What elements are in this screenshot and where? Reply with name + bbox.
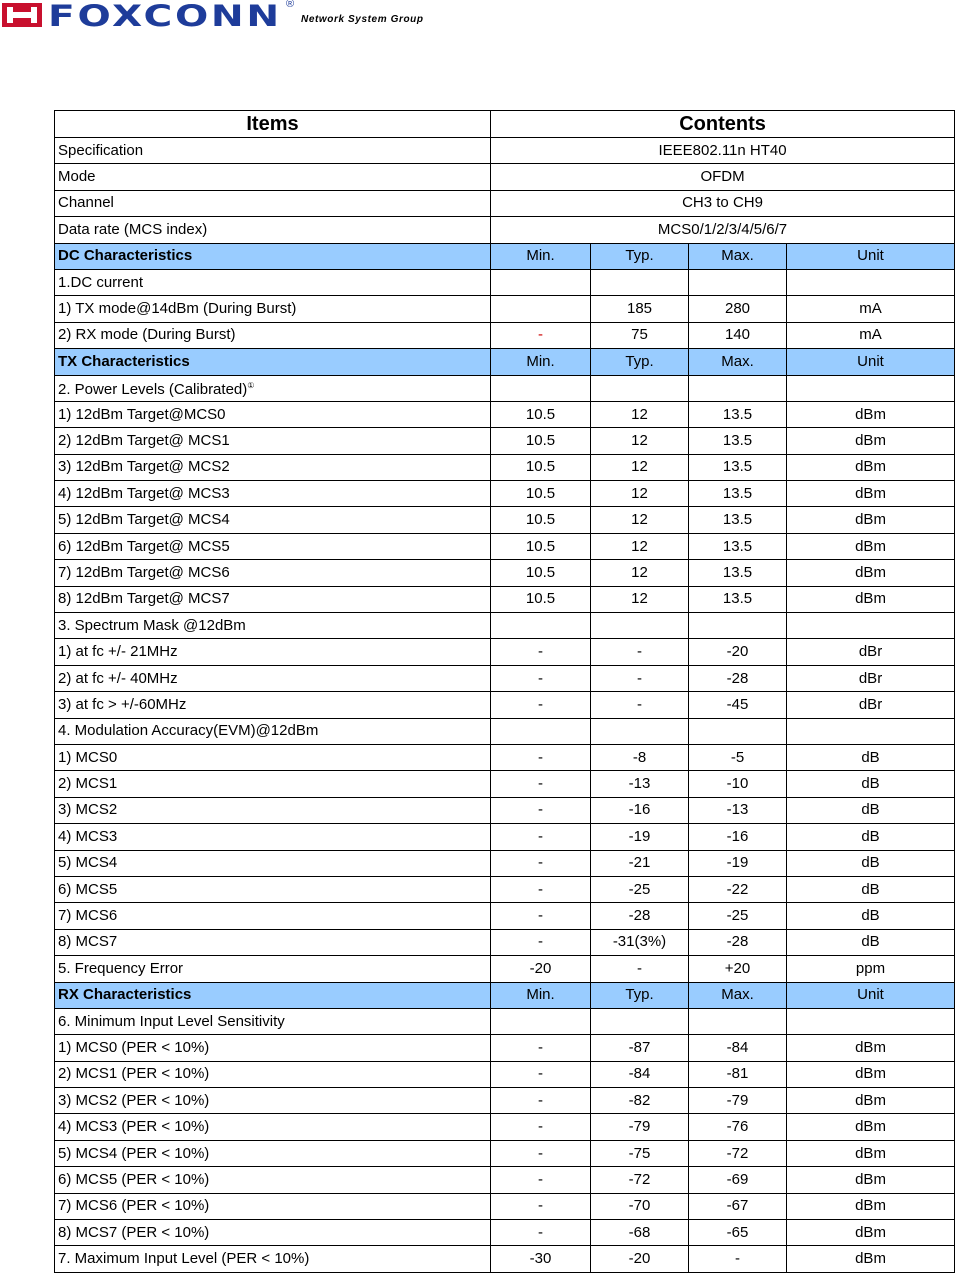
table-row (55, 850, 955, 876)
typ-value: - (591, 665, 689, 691)
table-header-row (55, 111, 955, 138)
row-label: 8) MCS7 (PER < 10%) (55, 1220, 491, 1246)
table-row (55, 1246, 955, 1272)
typ-value: -16 (591, 797, 689, 823)
row-label: 3) 12dBm Target@ MCS2 (55, 454, 491, 480)
footnote-mark: ① (247, 381, 255, 391)
unit-value: dB (787, 824, 955, 850)
param-label: Data rate (MCS index) (55, 217, 491, 243)
row-label: 8) 12dBm Target@ MCS7 (55, 586, 491, 612)
col-max-header: Max. (689, 982, 787, 1008)
row-label: 1) MCS0 (PER < 10%) (55, 1035, 491, 1061)
max-value: -28 (689, 929, 787, 955)
unit-value: dBm (787, 1088, 955, 1114)
min-value: -20 (491, 956, 591, 982)
unit-value: dBm (787, 560, 955, 586)
min-value: - (491, 771, 591, 797)
min-value: - (491, 1061, 591, 1087)
row-label: 4) 12dBm Target@ MCS3 (55, 481, 491, 507)
col-unit-header: Unit (787, 243, 955, 269)
unit-value: dBr (787, 639, 955, 665)
table-row (55, 929, 955, 955)
row-label: 4) MCS3 (PER < 10%) (55, 1114, 491, 1140)
table-row (55, 1140, 955, 1166)
empty-cell (591, 718, 689, 744)
table-row (55, 876, 955, 902)
min-value: - (491, 1140, 591, 1166)
group-label: 2. Power Levels (Calibrated)① (55, 375, 491, 401)
max-value: -25 (689, 903, 787, 929)
table-row (55, 507, 955, 533)
typ-value: -68 (591, 1220, 689, 1246)
typ-value: 12 (591, 454, 689, 480)
typ-value: 12 (591, 507, 689, 533)
table-row (55, 428, 955, 454)
min-value: - (491, 797, 591, 823)
table-row (55, 454, 955, 480)
row-label: 2) MCS1 (55, 771, 491, 797)
table-row (55, 296, 955, 322)
min-value: 10.5 (491, 560, 591, 586)
typ-value: -25 (591, 876, 689, 902)
unit-value: dBm (787, 533, 955, 559)
unit-value: dB (787, 744, 955, 770)
header-contents: Contents (491, 111, 955, 138)
typ-value: -84 (591, 1061, 689, 1087)
tx-section-header (55, 349, 955, 375)
row-label: 5. Frequency Error (55, 956, 491, 982)
row-label: 7) 12dBm Target@ MCS6 (55, 560, 491, 586)
col-typ-header: Typ. (591, 349, 689, 375)
min-value: 10.5 (491, 533, 591, 559)
table-row (55, 560, 955, 586)
table-row (55, 401, 955, 427)
unit-value: dBm (787, 1035, 955, 1061)
max-value: -65 (689, 1220, 787, 1246)
row-label: 2) at fc +/- 40MHz (55, 665, 491, 691)
max-value: 13.5 (689, 481, 787, 507)
col-unit-header: Unit (787, 982, 955, 1008)
typ-value: 12 (591, 586, 689, 612)
empty-cell (491, 718, 591, 744)
empty-cell (787, 1008, 955, 1034)
param-label: Channel (55, 190, 491, 216)
table-row (55, 533, 955, 559)
brand-name: FOXCONN (48, 0, 282, 33)
empty-cell (787, 269, 955, 295)
max-value: -76 (689, 1114, 787, 1140)
unit-value: dBm (787, 1220, 955, 1246)
row-label: 5) 12dBm Target@ MCS4 (55, 507, 491, 533)
unit-value: dBm (787, 428, 955, 454)
general-row (55, 190, 955, 216)
unit-value: dBm (787, 1167, 955, 1193)
max-value: +20 (689, 956, 787, 982)
typ-value: 12 (591, 401, 689, 427)
row-label: 2) RX mode (During Burst) (55, 322, 491, 348)
min-value (491, 296, 591, 322)
empty-cell (591, 375, 689, 401)
max-value: -45 (689, 692, 787, 718)
min-value: 10.5 (491, 586, 591, 612)
general-row (55, 138, 955, 164)
empty-cell (787, 375, 955, 401)
empty-cell (689, 269, 787, 295)
row-label: 5) MCS4 (55, 850, 491, 876)
empty-cell (689, 375, 787, 401)
typ-value: 12 (591, 428, 689, 454)
group-row (55, 269, 955, 295)
max-value: -5 (689, 744, 787, 770)
max-value: -72 (689, 1140, 787, 1166)
typ-value: -75 (591, 1140, 689, 1166)
table-row (55, 903, 955, 929)
param-value: IEEE802.11n HT40 (491, 138, 955, 164)
group-row (55, 1008, 955, 1034)
unit-value: dBr (787, 692, 955, 718)
unit-value: mA (787, 322, 955, 348)
max-value: -20 (689, 639, 787, 665)
max-value: 13.5 (689, 507, 787, 533)
typ-value: -19 (591, 824, 689, 850)
typ-value: -70 (591, 1193, 689, 1219)
row-label: 1) TX mode@14dBm (During Burst) (55, 296, 491, 322)
row-label: 1) at fc +/- 21MHz (55, 639, 491, 665)
table-row (55, 481, 955, 507)
section-title: DC Characteristics (55, 243, 491, 269)
unit-value: dB (787, 903, 955, 929)
min-value: - (491, 929, 591, 955)
param-label: Specification (55, 138, 491, 164)
max-value: 13.5 (689, 428, 787, 454)
typ-value: -20 (591, 1246, 689, 1272)
empty-cell (591, 613, 689, 639)
unit-value: dBm (787, 1114, 955, 1140)
typ-value: 12 (591, 560, 689, 586)
table-row (55, 1088, 955, 1114)
param-label: Mode (55, 164, 491, 190)
max-value: 140 (689, 322, 787, 348)
unit-value: dBm (787, 1246, 955, 1272)
typ-value: 185 (591, 296, 689, 322)
min-value: - (491, 1167, 591, 1193)
table-row (55, 1220, 955, 1246)
typ-value: -8 (591, 744, 689, 770)
unit-value: dBm (787, 1193, 955, 1219)
min-value: 10.5 (491, 507, 591, 533)
param-value: OFDM (491, 164, 955, 190)
group-label: 6. Minimum Input Level Sensitivity (55, 1008, 491, 1034)
general-row (55, 164, 955, 190)
param-value: CH3 to CH9 (491, 190, 955, 216)
typ-value: -13 (591, 771, 689, 797)
group-row (55, 613, 955, 639)
typ-value: 12 (591, 481, 689, 507)
typ-value: - (591, 692, 689, 718)
table-row (55, 771, 955, 797)
max-value: -16 (689, 824, 787, 850)
empty-cell (787, 718, 955, 744)
header-items: Items (55, 111, 491, 138)
max-value: -84 (689, 1035, 787, 1061)
group-label: 4. Modulation Accuracy(EVM)@12dBm (55, 718, 491, 744)
group-row (55, 375, 955, 401)
empty-cell (689, 613, 787, 639)
table-row (55, 692, 955, 718)
table-row (55, 797, 955, 823)
min-value: - (491, 744, 591, 770)
row-label: 6) MCS5 (PER < 10%) (55, 1167, 491, 1193)
col-min-header: Min. (491, 243, 591, 269)
min-value: - (491, 639, 591, 665)
section-title: RX Characteristics (55, 982, 491, 1008)
max-value: 280 (689, 296, 787, 322)
typ-value: -31(3%) (591, 929, 689, 955)
row-label: 1) 12dBm Target@MCS0 (55, 401, 491, 427)
max-value: 13.5 (689, 560, 787, 586)
col-typ-header: Typ. (591, 243, 689, 269)
unit-value: dBm (787, 481, 955, 507)
foxconn-mark-icon (2, 3, 42, 27)
max-value: 13.5 (689, 454, 787, 480)
typ-value: -28 (591, 903, 689, 929)
table-row (55, 1193, 955, 1219)
max-value: 13.5 (689, 533, 787, 559)
min-value: - (491, 1114, 591, 1140)
typ-value: -21 (591, 850, 689, 876)
max-value: -22 (689, 876, 787, 902)
row-label: 7) MCS6 (PER < 10%) (55, 1193, 491, 1219)
group-label: 3. Spectrum Mask @12dBm (55, 613, 491, 639)
max-value: -67 (689, 1193, 787, 1219)
param-value: MCS0/1/2/3/4/5/6/7 (491, 217, 955, 243)
row-label: 7) MCS6 (55, 903, 491, 929)
typ-value: 12 (591, 533, 689, 559)
unit-value: dB (787, 876, 955, 902)
general-row (55, 217, 955, 243)
unit-value: dB (787, 850, 955, 876)
row-label: 4) MCS3 (55, 824, 491, 850)
table-row (55, 586, 955, 612)
row-label: 2) 12dBm Target@ MCS1 (55, 428, 491, 454)
row-label: 5) MCS4 (PER < 10%) (55, 1140, 491, 1166)
row-label: 7. Maximum Input Level (PER < 10%) (55, 1246, 491, 1272)
unit-value: dBm (787, 454, 955, 480)
min-value: 10.5 (491, 454, 591, 480)
max-value: -69 (689, 1167, 787, 1193)
unit-value: dB (787, 771, 955, 797)
typ-value: -82 (591, 1088, 689, 1114)
row-label: 1) MCS0 (55, 744, 491, 770)
empty-cell (689, 718, 787, 744)
typ-value: - (591, 956, 689, 982)
max-value: -28 (689, 665, 787, 691)
unit-value: mA (787, 296, 955, 322)
spec-table (54, 110, 955, 1273)
min-value: - (491, 903, 591, 929)
table-row (55, 824, 955, 850)
max-value: -79 (689, 1088, 787, 1114)
rx-section-header (55, 982, 955, 1008)
typ-value: -79 (591, 1114, 689, 1140)
col-min-header: Min. (491, 982, 591, 1008)
table-row (55, 639, 955, 665)
max-value: - (689, 1246, 787, 1272)
min-value: 10.5 (491, 401, 591, 427)
min-value: - (491, 692, 591, 718)
table-row (55, 1114, 955, 1140)
registered-mark: ® (286, 0, 295, 10)
empty-cell (491, 375, 591, 401)
empty-cell (787, 613, 955, 639)
row-label: 3) at fc > +/-60MHz (55, 692, 491, 718)
empty-cell (689, 1008, 787, 1034)
typ-value: -72 (591, 1167, 689, 1193)
unit-value: ppm (787, 956, 955, 982)
brand-tagline: Network System Group (301, 14, 424, 25)
max-value: -81 (689, 1061, 787, 1087)
table-row (55, 322, 955, 348)
col-typ-header: Typ. (591, 982, 689, 1008)
min-value: - (491, 850, 591, 876)
typ-value: 75 (591, 322, 689, 348)
empty-cell (491, 613, 591, 639)
empty-cell (491, 1008, 591, 1034)
table-row (55, 1035, 955, 1061)
max-value: -19 (689, 850, 787, 876)
unit-value: dBr (787, 665, 955, 691)
min-value: 10.5 (491, 428, 591, 454)
min-value: - (491, 824, 591, 850)
typ-value: - (591, 639, 689, 665)
group-row (55, 718, 955, 744)
empty-cell (591, 1008, 689, 1034)
col-min-header: Min. (491, 349, 591, 375)
col-max-header: Max. (689, 349, 787, 375)
max-value: -10 (689, 771, 787, 797)
empty-cell (491, 269, 591, 295)
unit-value: dB (787, 797, 955, 823)
unit-value: dBm (787, 586, 955, 612)
min-value: -30 (491, 1246, 591, 1272)
unit-value: dBm (787, 507, 955, 533)
row-label: 8) MCS7 (55, 929, 491, 955)
row-label: 3) MCS2 (55, 797, 491, 823)
col-unit-header: Unit (787, 349, 955, 375)
empty-cell (591, 269, 689, 295)
unit-value: dBm (787, 1061, 955, 1087)
table-row (55, 1167, 955, 1193)
max-value: -13 (689, 797, 787, 823)
max-value: 13.5 (689, 586, 787, 612)
unit-value: dB (787, 929, 955, 955)
unit-value: dBm (787, 401, 955, 427)
col-max-header: Max. (689, 243, 787, 269)
row-label: 6) MCS5 (55, 876, 491, 902)
section-title: TX Characteristics (55, 349, 491, 375)
group-label: 1.DC current (55, 269, 491, 295)
typ-value: -87 (591, 1035, 689, 1061)
min-value: - (491, 1193, 591, 1219)
foxconn-logo (0, 0, 460, 33)
row-label: 6) 12dBm Target@ MCS5 (55, 533, 491, 559)
min-value: - (491, 322, 591, 348)
table-row (55, 744, 955, 770)
row-label: 2) MCS1 (PER < 10%) (55, 1061, 491, 1087)
max-value: 13.5 (689, 401, 787, 427)
min-value: - (491, 1220, 591, 1246)
table-row (55, 1061, 955, 1087)
min-value: - (491, 1035, 591, 1061)
dc-section-header (55, 243, 955, 269)
min-value: - (491, 665, 591, 691)
min-value: 10.5 (491, 481, 591, 507)
unit-value: dBm (787, 1140, 955, 1166)
table-row (55, 665, 955, 691)
table-row (55, 956, 955, 982)
min-value: - (491, 1088, 591, 1114)
row-label: 3) MCS2 (PER < 10%) (55, 1088, 491, 1114)
min-value: - (491, 876, 591, 902)
